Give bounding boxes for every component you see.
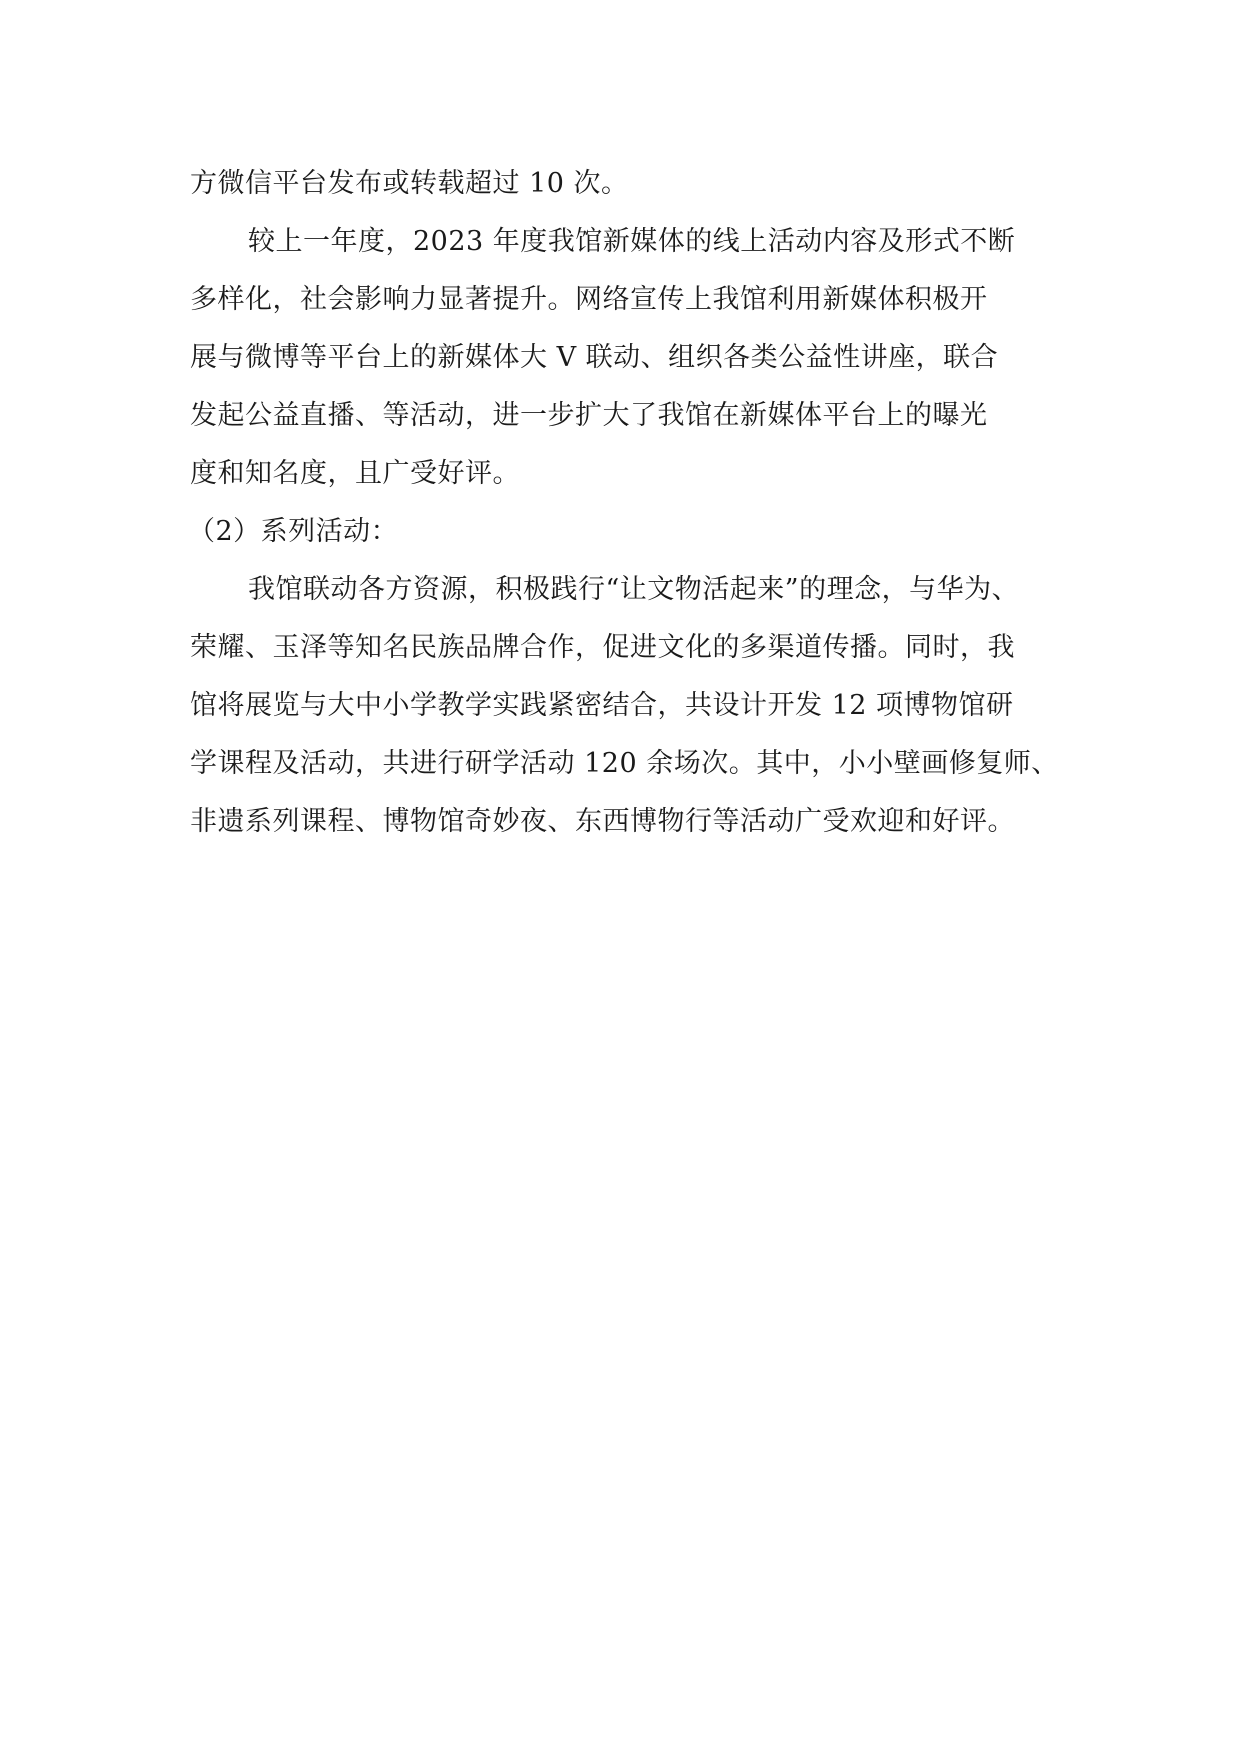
text-line: 展与微博等平台上的新媒体大 V 联动、组织各类公益性讲座，联合 — [190, 342, 999, 373]
text-line: 荣耀、玉泽等知名民族品牌合作，促进文化的多渠道传播。同时，我 — [190, 632, 1015, 663]
text-line: 发起公益直播、等活动，进一步扩大了我馆在新媒体平台上的曝光 — [190, 400, 988, 431]
section-heading-text: （2）系列活动： — [188, 516, 399, 547]
text-line: 馆将展览与大中小学教学实践紧密结合，共设计开发 12 项博物馆研 — [190, 690, 1014, 721]
text-line: 多样化，社会影响力显著提升。网络宣传上我馆利用新媒体积极开 — [190, 284, 988, 315]
section-heading — [190, 503, 1060, 561]
text-line: 较上一年度，2023 年度我馆新媒体的线上活动内容及形式不断 — [248, 226, 1016, 257]
paragraph-new-media-summary — [190, 213, 1060, 503]
text-line: 我馆联动各方资源，积极践行“让文物活起来”的理念，与华为、 — [248, 574, 1020, 605]
document-body — [190, 155, 1060, 851]
text-line: 学课程及活动，共进行研学活动 120 余场次。其中，小小壁画修复师、 — [190, 748, 1059, 779]
text-line: 度和知名度，且广受好评。 — [190, 458, 520, 489]
text-line: 非遗系列课程、博物馆奇妙夜、东西博物行等活动广受欢迎和好评。 — [190, 806, 1015, 837]
paragraph-series-activities — [190, 561, 1060, 851]
text-line: 方微信平台发布或转载超过 10 次。 — [190, 168, 629, 199]
paragraph-continuation — [190, 155, 1060, 213]
